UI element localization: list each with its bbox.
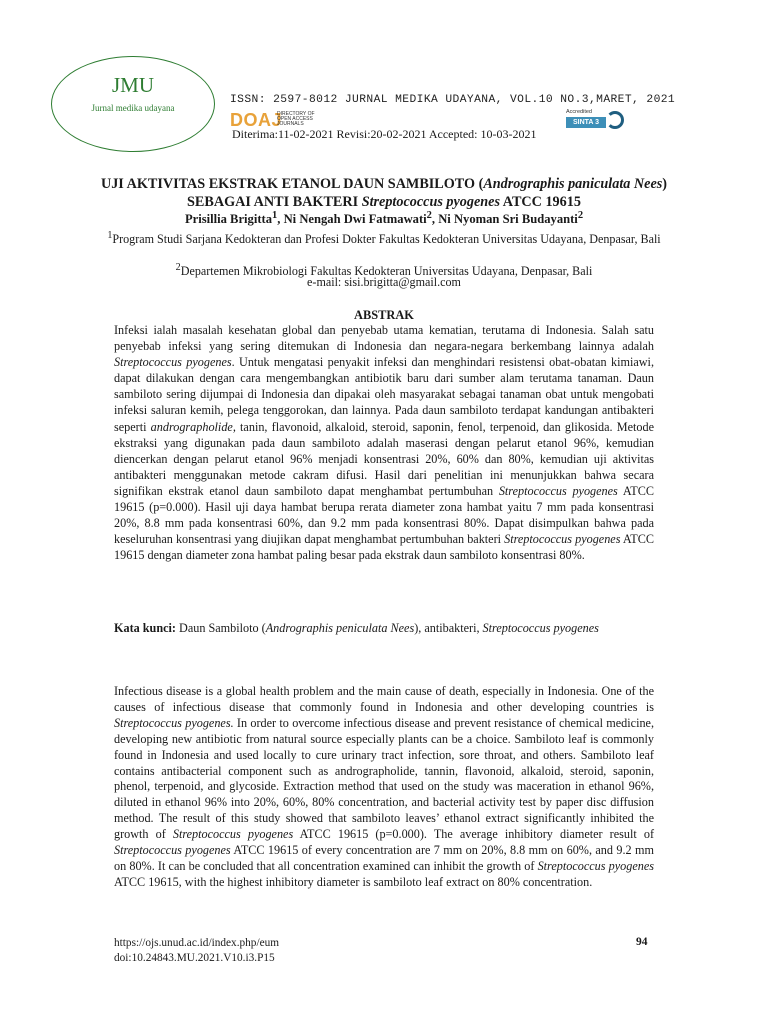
affiliation-text: Program Studi Sarjana Kedokteran dan Profesi Dokter Fakultas Kedokteran Universitas Udayana, Denpasar, Bali (112, 232, 661, 247)
abstract-text: tanin, flavonoid, alkaloid, steroid, saponin, fenol, terpenoid, dan glikosida. Metode ekstraksi yang digunakan pada daun sambiloto adalah maserasi dengan pelarut etanol 96%, kemudian diencerkan dengan pelarut etanol 96% menjadi konsentrasi 20%, 60% dan 80%, kemudian uji aktivitas antibakteri menggunakan metode cakram difusi. Hasil dari penelitian ini menunjukkan bahwa secara signifikan ekstrak etanol daun sambiloto dapat menghambat pertumbuhan (114, 419, 654, 498)
page-number: 94 (636, 936, 648, 948)
abstract-text: ATCC 19615 of every concentration are 7 mm on 20%, 8.8 mm on 60%, and 9.2 mm on 80%. It can be concluded that all concentration examined can inhibit the growth of (114, 843, 654, 873)
keywords-species: Andrographis peniculata Nees (265, 621, 415, 635)
logo-subtitle: Jurnal medika udayana (91, 103, 175, 113)
keywords-label: Kata kunci: (114, 621, 176, 635)
abstract-english (114, 684, 654, 891)
journal-url-link[interactable]: https://ojs.unud.ac.id/index.php/eum (114, 937, 280, 949)
doaj-text-line: JOURNALS (277, 121, 304, 128)
title-text: ATCC 19615 (500, 194, 581, 210)
submission-dates: Diterima:11-02-2021 Revisi:20-02-2021 Accepted: 10-03-2021 (232, 127, 537, 141)
affiliation-sup: 1 (107, 230, 113, 241)
abstract-species: Streptococcus pyogenes (504, 532, 621, 547)
author-sup: 1 (272, 210, 278, 221)
abstract-species: Streptococcus pyogenes (537, 858, 654, 873)
abstract-text: Infectious disease is a global health problem and the main cause of death, especially in Indonesia. One of the causes of infectious disease that commonly found in Indonesia and other developing countries is (114, 684, 654, 714)
abstract-species: Streptococcus pyogenes (498, 483, 618, 498)
logo-title: JMU (111, 73, 154, 97)
keywords-text: ), antibakteri, (414, 621, 483, 635)
doaj-mark: DOAJ (230, 110, 283, 130)
abstract-species: Streptococcus pyogenes (114, 843, 231, 858)
sinta-badge: SINTA 3 (566, 117, 606, 128)
title-species: Streptococcus pyogenes (361, 194, 500, 210)
author-email: e-mail: sisi.brigitta@gmail.com (307, 275, 461, 289)
sinta-arc-icon (606, 111, 624, 129)
abstract-text: ATCC 19615, with the highest inhibitory diameter is sambiloto leaf extract on 80% concentration. (114, 874, 593, 889)
author-sup: 2 (577, 210, 584, 221)
author-name: Prisillia Brigitta (184, 212, 273, 227)
abstract-species: Streptococcus pyogenes (114, 355, 232, 370)
affiliation-sup: 2 (175, 262, 181, 273)
title-text: UJI AKTIVITAS EKSTRAK ETANOL DAUN SAMBILOTO ( (100, 176, 484, 192)
abstract-indonesian (114, 322, 654, 563)
abstract-species: Streptococcus pyogenes (172, 827, 294, 842)
author-name: , Ni Nyoman Sri Budayanti (431, 212, 578, 227)
abstract-text: . Untuk mengatasi penyakit infeksi dan menghindari resistensi obat-obatan kimiawi, dapat dilakukan dengan cara mengembangkan antibiotik baru dari sumber alam terutama tanaman. Daun sambiloto sering dijumpai di Indonesia dan dipakai oleh masyarakat sebagai tanaman obat untuk mengobati infeksi saluran kemih, pelega tenggorokan, dan lainnya. Pada daun sambiloto terdapat kandungan antibakteri seperti (114, 355, 654, 434)
issn-line: ISSN: 2597-8012 JURNAL MEDIKA UDAYANA, VOL.10 NO.3,MARET, 2021 (230, 94, 676, 106)
abstract-heading: ABSTRAK (354, 308, 414, 322)
author-list (100, 210, 668, 227)
page-footer (114, 936, 279, 966)
doaj-text-line: OPEN ACCESS (277, 116, 313, 123)
sinta-accredited: Accredited (566, 109, 592, 115)
title-species: Andrographis paniculata Nees (483, 176, 663, 192)
abstract-text: ATCC 19615 (p=0.000). The average inhibitory diameter result of (293, 827, 654, 842)
sinta-badge-logo (566, 109, 606, 129)
abstract-text: In order to overcome infectious disease and prevent resistance of chemical medicine, developing new antibiotic from natural source especially plants can be a choice. Sambiloto leaf is commonly found in Indonesia and used locally to cure urinary tract infection, sore throat, and others. Sambiloto leaf contains antibacterial component such as andrographolide, tannin, flavonoid, alkaloid, steroid, saponin, phenol, terpenoid, and glycoside. Extraction method that used on the study was maceration in ethanol 96%, diluted in ethanol 96% into 20%, 60%, 80% concentration, and bacterial activity test by paper disc diffusion method. The result of this study showed that sambiloto leaves’ ethanol extract significantly inhibited the growth of (114, 715, 655, 842)
title-text: ) SEBAGAI ANTI BAKTERI (187, 176, 668, 210)
abstract-text: ATCC 19615 (p=0.000). Hasil uji daya hambat berupa rerata diameter zona hambat yaitu 7 mm pada konsentrasi 20%, 8.8 mm pada konsentrasi 60%, dan 9.2 mm pada konsentrasi 80%. Dapat disimpulkan bahwa pada keseluruhan konsentrasi yang diujikan dapat menghambat pertumbuhan bakteri (114, 483, 654, 547)
keywords-species: Streptococcus pyogenes (482, 621, 599, 635)
journal-logo (51, 56, 215, 152)
affiliation-1 (100, 228, 668, 247)
abstract-text: ATCC 19615 dengan diameter zona hambat paling besar pada ekstrak daun sambiloto konsentrasi 80%. (114, 532, 655, 563)
abstract-text: Infeksi ialah masalah kesehatan global dan penyebab utama kematian, terutama di Indonesia. Salah satu penyebab infeksi yang sering ditemukan di Indonesia dan negara-negara berkembang lainnya adalah (114, 323, 654, 354)
keywords-text: Daun Sambiloto ( (175, 621, 266, 635)
article-title (100, 175, 668, 211)
doaj-text-line: DIRECTORY OF (277, 111, 315, 117)
abstract-species: Streptococcus pyogenes. (114, 715, 234, 730)
abstract-term: andrographolide, (150, 419, 236, 434)
author-name: , Ni Nengah Dwi Fatmawati (277, 212, 427, 227)
author-sup: 2 (426, 210, 432, 221)
doaj-text (277, 112, 327, 128)
doi-text: doi:10.24843.MU.2021.V10.i3.P15 (114, 952, 275, 964)
keywords (114, 620, 654, 636)
affiliation-text: Departemen Mikrobiologi Fakultas Kedokteran Universitas Udayana, Denpasar, Bali (180, 264, 593, 279)
